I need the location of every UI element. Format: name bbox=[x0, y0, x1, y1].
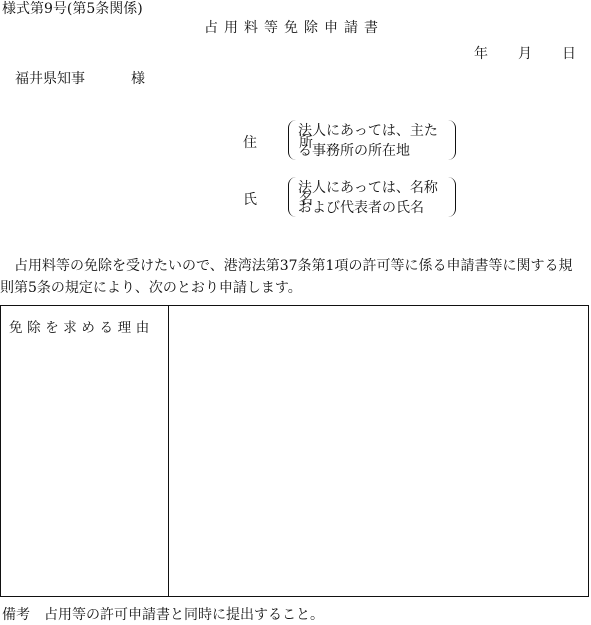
name-note-line2: および代表者の氏名 bbox=[298, 200, 424, 216]
addressee-honorific: 様 bbox=[131, 71, 145, 87]
application-statement bbox=[0, 255, 591, 299]
address-note-line2: る事務所の所在地 bbox=[298, 143, 410, 159]
name-label: 氏 名 bbox=[243, 192, 327, 208]
addressee-name: 福井県知事 bbox=[15, 71, 85, 87]
address-note-line1: 法人にあっては、主た bbox=[298, 123, 438, 139]
date-line bbox=[474, 47, 576, 61]
statement-line2: 則第5条の規定により、次のとおり申請します。 bbox=[0, 280, 302, 296]
date-day-label: 日 bbox=[562, 46, 576, 62]
reason-table bbox=[0, 305, 589, 597]
table-divider bbox=[168, 306, 169, 596]
addressee bbox=[15, 72, 145, 86]
address-label: 住 所 bbox=[243, 135, 327, 151]
reason-field[interactable] bbox=[171, 308, 586, 594]
page-title: 占用料等免除申請書 bbox=[204, 20, 384, 36]
note bbox=[2, 608, 324, 622]
statement-line1: 占用料等の免除を受けたいので、港湾法第37条第1項の許可等に係る申請書等に関する規 bbox=[14, 258, 573, 274]
reason-label: 免除を求める理由 bbox=[9, 320, 154, 336]
note-text: 占用等の許可申請書と同時に提出すること。 bbox=[44, 607, 324, 623]
name-note-line1: 法人にあっては、名称 bbox=[298, 180, 438, 196]
name-note bbox=[298, 178, 438, 218]
note-prefix: 備考 bbox=[2, 607, 30, 623]
date-year-label: 年 bbox=[474, 46, 488, 62]
address-note bbox=[298, 121, 438, 161]
date-month-label: 月 bbox=[518, 46, 532, 62]
form-number: 様式第9号(第5条関係) bbox=[2, 1, 143, 17]
